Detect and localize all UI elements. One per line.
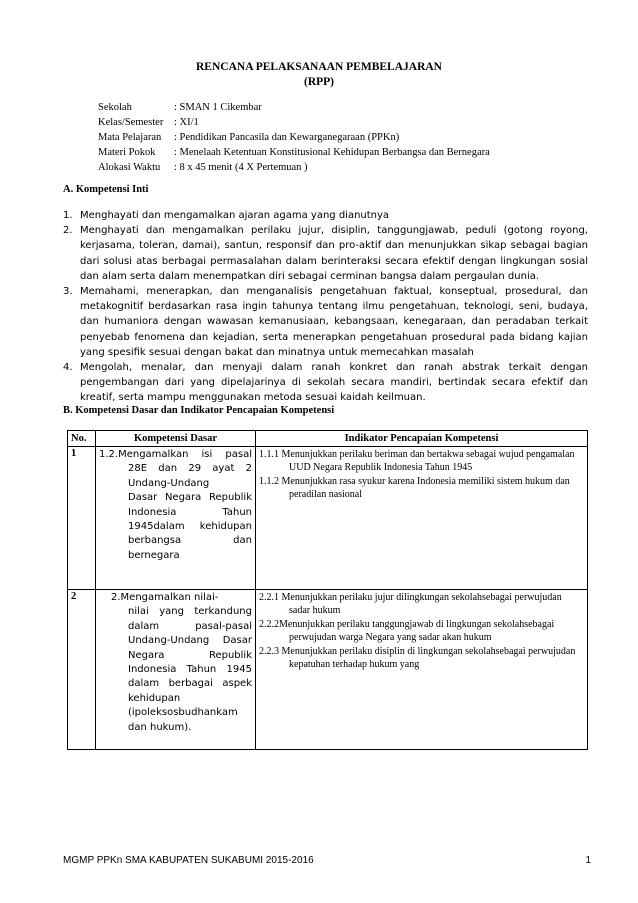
basic-competency-text: 2.Mengamalkan nilai- <box>111 592 219 603</box>
identity-row-class <box>98 115 618 130</box>
identity-value: : XI/1 <box>174 117 199 128</box>
section-a-heading: A. Kompetensi Inti <box>63 184 149 195</box>
list-item-text: Memahami, menerapkan, dan menganalisis pengetahuan faktual, konseptual, prosedural, dan metakognitif berdasarkan rasa ingin tahunya tentang ilmu pengetahuan, teknologi, seni, budaya, dan humaniora dengan wawasan kemanusiaan, kebangsaan, kenegaraan, dan peradaban terkait penyebab fenomena dan kejadian, serta menerapkan pengetahuan prosedural pada bidang kajian yang spesifik sesuai dengan bakat dan minatnya untuk memecahkan masalah <box>80 286 588 358</box>
identity-label: Mata Pelajaran <box>98 132 162 143</box>
page-footer <box>63 855 591 866</box>
table-header-row <box>68 431 588 447</box>
list-item-text: Menghayati dan mengamalkan ajaran agama yang dianutnya <box>80 210 390 221</box>
list-item-text: Mengolah, menalar, dan menyaji dalam ranah konkret dan ranah abstrak terkait dengan pengembangan dari yang dipelajarinya di sekolah secara mandiri, bertindak secara efektif dan kreatif, serta mampu menggunakan metoda sesuai kaidah keilmuan. <box>80 362 588 404</box>
competency-table <box>67 430 588 750</box>
indicator-item: 1.1.1 Menunjukkan perilaku beriman dan bertakwa sebagai wujud pengamalan UUD Negara Republik Indonesia Tahun 1945 <box>259 449 575 474</box>
title-line-1: RENCANA PELAKSANAAN PEMBELAJARAN <box>196 61 442 73</box>
indicator-cell <box>256 447 588 590</box>
identity-value: : SMAN 1 Cikembar <box>174 102 262 113</box>
core-competency-list <box>63 208 588 406</box>
identity-row-subject <box>98 130 618 145</box>
identity-value: : Menelaah Ketentuan Konstitusional Kehidupan Berbangsa dan Bernegara <box>174 147 490 158</box>
table-row <box>68 447 588 590</box>
indicator-item: 2.2.3 Menunjukkan perilaku disiplin di lingkungan sekolahsebagai perwujudan kepatuhan terhadap hukum yang <box>259 645 576 671</box>
basic-competency-text: 1.2.Mengamalkan isi pasal 28E dan 29 ayat 2 Undang-Undang <box>99 449 252 489</box>
footer-text: MGMP PPKn SMA KABUPATEN SUKABUMI 2015-2016 <box>63 855 314 866</box>
table-row <box>68 590 588 750</box>
list-item <box>63 208 588 223</box>
list-item-text: Menghayati dan mengamalkan perilaku jujur, disiplin, tanggungjawab, peduli (gotong royong, kerjasama, toleran, damai), santun, responsif dan pro-aktif dan menunjukkan sikap sebagai bagian dari solusi atas berbagai permasalahan dalam berinteraksi secara efektif dengan lingkungan sosial dan alam serta dalam menempatkan diri sebagai cerminan bangsa dalam pergaulan dunia. <box>80 225 588 282</box>
identity-block <box>98 100 618 175</box>
list-item <box>63 360 588 406</box>
identity-row-time <box>98 160 618 175</box>
list-item-number: 4. <box>63 362 73 374</box>
basic-competency-cell <box>96 590 256 750</box>
indicator-item: 1.1.2 Menunjukkan rasa syukur karena Indonesia memiliki sistem hukum dan peradilan nasional <box>259 475 570 501</box>
page-number: 1 <box>585 855 591 866</box>
list-item-number: 1. <box>63 210 73 221</box>
identity-value: : 8 x 45 menit (4 X Pertemuan ) <box>174 162 308 173</box>
basic-competency-cell <box>96 447 256 590</box>
indicator-cell <box>256 590 588 750</box>
title-line-2: (RPP) <box>303 76 334 88</box>
identity-label: Kelas/Semester <box>98 117 164 128</box>
list-item <box>63 284 588 360</box>
indicator-item: 2.2.2Menunjukkan perilaku tanggungjawab di lingkungan sekolahsebagai perwujudan warga Negara yang sadar akan hukum <box>259 618 555 644</box>
identity-label: Materi Pokok <box>98 147 156 158</box>
basic-competency-text-continued: nilai yang terkandung dalam pasal-pasal Undang-Undang Dasar Negara Republik Indonesia Tahun 1945 dalam berbagai aspek kehidupan (ipoleksosbudhankam dan hukum). <box>128 606 252 733</box>
list-item-number: 3. <box>63 286 73 298</box>
identity-value: : Pendidikan Pancasila dan Kewarganegaraan (PPKn) <box>174 132 400 143</box>
section-b-heading: B. Kompetensi Dasar dan Indikator Pencapaian Kompetensi <box>63 405 335 416</box>
list-item <box>63 223 588 284</box>
list-item-number: 2. <box>63 225 73 237</box>
row-number: 2 <box>68 590 96 750</box>
basic-competency-text-continued: Dasar Negara Republik Indonesia Tahun 1945dalam kehidupan berbangsa dan bernegara <box>128 492 252 561</box>
header-indicators: Indikator Pencapaian Kompetensi <box>256 431 588 447</box>
header-basic-competency: Kompetensi Dasar <box>96 431 256 447</box>
indicator-item: 2.2.1 Menunjukkan perilaku jujur dilingkungan sekolahsebagai perwujudan sadar hukum <box>259 592 562 617</box>
row-number: 1 <box>68 447 96 590</box>
identity-row-school <box>98 100 618 115</box>
document-title <box>0 60 638 90</box>
header-no: No. <box>68 431 96 447</box>
identity-label: Alokasi Waktu <box>98 162 161 173</box>
identity-row-topic <box>98 145 618 160</box>
identity-label: Sekolah <box>98 102 132 113</box>
